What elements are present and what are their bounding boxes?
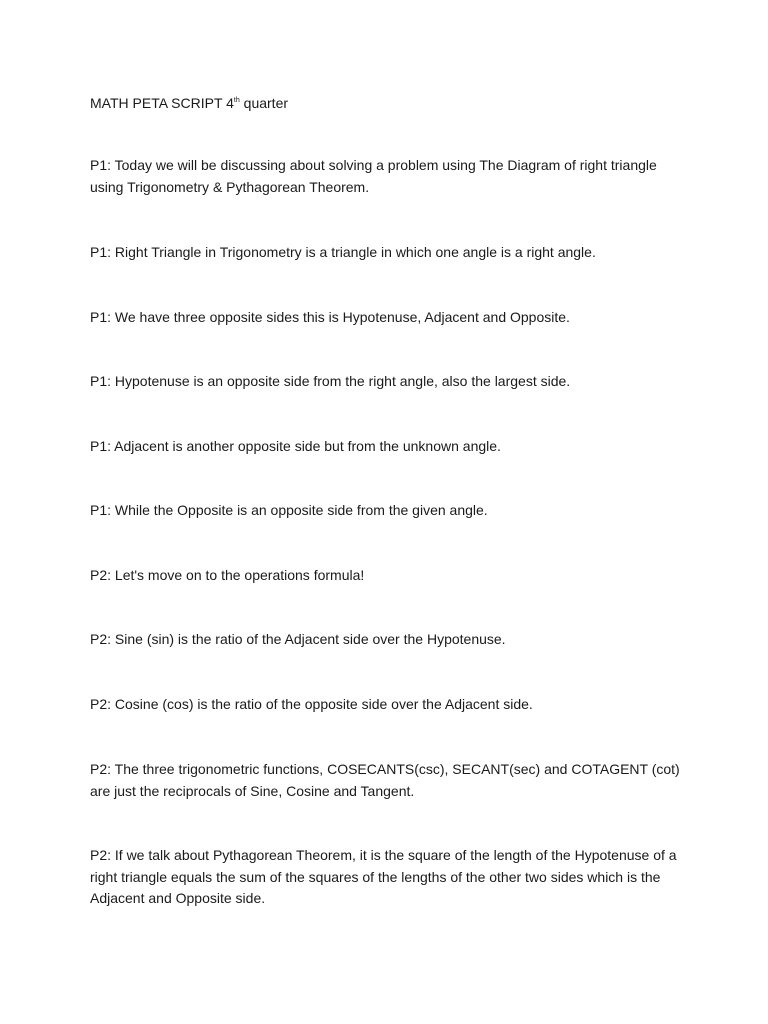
script-line-p2-cosine: P2: Cosine (cos) is the ratio of the opposite side over the Adjacent side.: [90, 696, 533, 712]
script-line-p2-pythagorean: P2: If we talk about Pythagorean Theorem, it is the square of the length of the Hypotenuse of a right triangle equals the sum of the squares of the lengths of the other two sides which is the Adjacent and Opposite side.: [90, 847, 677, 906]
script-line-p2-operations: P2: Let's move on to the operations formula!: [90, 567, 365, 583]
script-line-p1-intro: P1: Today we will be discussing about solving a problem using The Diagram of right triangle using Trigonometry & Pythagorean Theorem.: [90, 157, 657, 195]
script-line-p1-opposite: P1: While the Opposite is an opposite side from the given angle.: [90, 502, 488, 518]
script-line-p2-reciprocals: P2: The three trigonometric functions, COSECANTS(csc), SECANT(sec) and COTAGENT (cot) are just the reciprocals of Sine, Cosine and Tangent.: [90, 761, 680, 799]
title-main: MATH PETA SCRIPT 4: [90, 95, 234, 111]
title-superscript: th: [233, 97, 240, 104]
title-suffix: quarter: [239, 95, 289, 111]
document-title: [90, 93, 288, 113]
script-line-p2-sine: P2: Sine (sin) is the ratio of the Adjacent side over the Hypotenuse.: [90, 631, 506, 647]
script-line-p1-hypotenuse: P1: Hypotenuse is an opposite side from the right angle, also the largest side.: [90, 373, 571, 389]
script-line-p1-adjacent: P1: Adjacent is another opposite side but from the unknown angle.: [90, 438, 501, 454]
script-line-p1-three-sides: P1: We have three opposite sides this is Hypotenuse, Adjacent and Opposite.: [90, 309, 570, 325]
script-line-p1-right-triangle: P1: Right Triangle in Trigonometry is a triangle in which one angle is a right angle.: [90, 244, 596, 260]
